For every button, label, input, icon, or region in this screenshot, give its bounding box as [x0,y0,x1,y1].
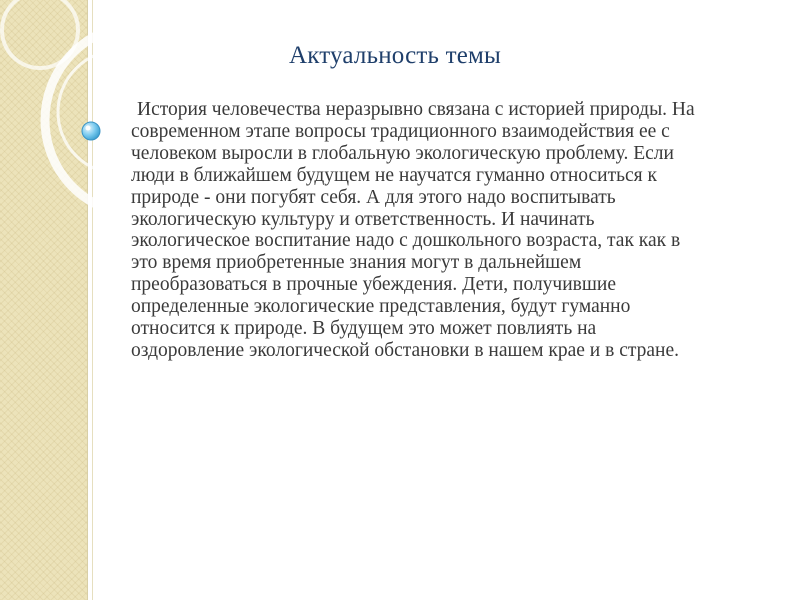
slide-title: Актуальность темы [288,42,502,69]
slide-body-text: История человечества неразрывно связана с историей природы. На современном этапе вопросы традиционного взаимодействия ее с человеком выросли в глобальную экологическую проблему. Если люди в ближайшем будущем не научатся гуманно относиться к природе - они погубят себя. А для этого надо воспитывать экологическую культуру и ответственность. И начинать экологическое воспитание надо с дошкольного возраста, так как в это время приобретенные знания могут в дальнейшем преобразоваться в прочные убеждения. Дети, получившие определенные экологические представления, будут гуманно относится к природе. В будущем это может повлиять на оздоровление экологической обстановки в нашем крае и в стране. [131,99,695,361]
decorative-side-band [0,0,87,600]
band-divider-line-inner [92,0,93,600]
band-divider-line [87,0,88,600]
